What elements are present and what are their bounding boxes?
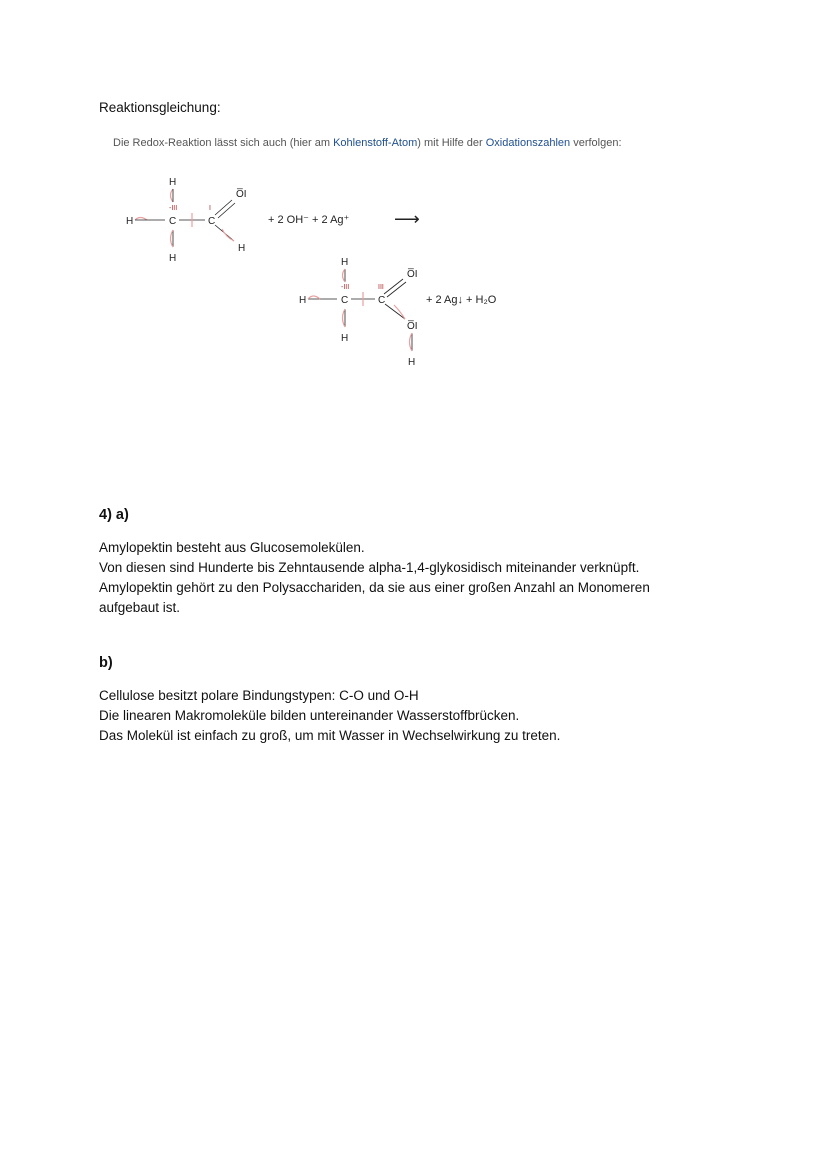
- question-4a-answer: [99, 538, 739, 618]
- ox-number-c2: I: [209, 205, 211, 212]
- answer-line: Amylopektin besteht aus Glucosemolekülen.: [99, 540, 365, 555]
- atom-c1: C: [169, 216, 177, 227]
- p-atom-o-hydroxyl: O̅I: [407, 321, 418, 332]
- p-atom-o-double: O̅I: [407, 269, 418, 280]
- p-atom-h-hydroxyl: H: [408, 357, 416, 368]
- answer-line: Das Molekül ist einfach zu groß, um mit Wasser in Wechselwirkung zu treten.: [99, 728, 561, 743]
- reactant-extras: + 2 OH⁻ + 2 Ag⁺: [268, 214, 350, 226]
- link-kohlenstoff-atom[interactable]: Kohlenstoff-Atom: [333, 137, 418, 149]
- question-4b-answer: [99, 686, 739, 746]
- reaction-arrow: ⟶: [394, 209, 420, 229]
- product-molecule: [299, 257, 418, 368]
- p-atom-h-top: H: [341, 257, 349, 268]
- link-oxidationszahlen[interactable]: Oxidationszahlen: [485, 137, 571, 149]
- question-4b-heading: b): [99, 655, 113, 671]
- atom-h-bottom: H: [169, 253, 177, 264]
- intro-text-3: verfolgen:: [570, 137, 622, 149]
- intro-text-1: Die Redox-Reaktion lässt sich auch (hier am: [113, 137, 334, 149]
- answer-line: Die linearen Makromoleküle bilden untereinander Wasserstoffbrücken.: [99, 708, 520, 723]
- atom-h-top: H: [169, 177, 177, 188]
- product-extras: + 2 Ag↓ + H₂O: [426, 294, 497, 306]
- p-atom-h-bottom: H: [341, 333, 349, 344]
- ox-number-c1: -III: [169, 205, 178, 212]
- atom-o: O̅I: [236, 189, 247, 200]
- reaction-heading: Reaktionsgleichung:: [99, 100, 221, 115]
- p-atom-c1: C: [341, 295, 349, 306]
- intro-text-2: ) mit Hilfe der: [417, 137, 486, 149]
- p-ox-number-c1: -III: [341, 284, 350, 291]
- answer-line: aufgebaut ist.: [99, 600, 181, 615]
- atom-h-aldehyde: H: [238, 243, 246, 254]
- answer-line: Cellulose besitzt polare Bindungstypen: C-O und O-H: [99, 688, 419, 703]
- answer-line: Amylopektin gehört zu den Polysacchariden, da sie aus einer großen Anzahl an Monomeren: [99, 580, 650, 595]
- reaction-intro: [113, 137, 622, 149]
- answer-line: Von diesen sind Hunderte bis Zehntausende alpha-1,4-glykosidisch miteinander verknüpft.: [99, 560, 640, 575]
- atom-h-left: H: [126, 216, 134, 227]
- p-ox-number-c2: III: [378, 284, 384, 291]
- p-atom-h-left: H: [299, 295, 307, 306]
- p-atom-c2: C: [378, 295, 386, 306]
- atom-c2: C: [208, 216, 216, 227]
- reaction-equation-diagram: [110, 165, 550, 380]
- question-4a-heading: 4) a): [99, 507, 129, 523]
- reactant-molecule: [126, 177, 247, 264]
